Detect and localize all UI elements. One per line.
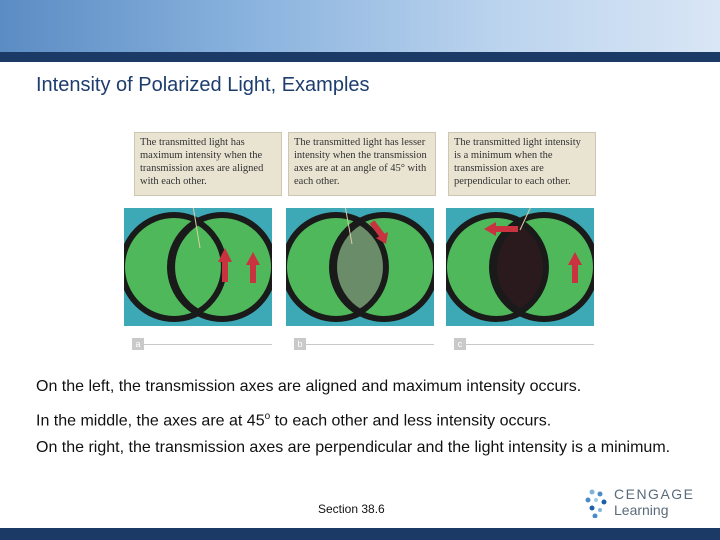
- caption-panel-a: The transmitted light has maximum intensity when the transmission axes are aligned with each other.: [134, 132, 282, 196]
- panel-a-tag: a: [132, 338, 144, 350]
- body-line-left: On the left, the transmission axes are aligned and maximum intensity occurs.: [36, 378, 582, 395]
- panel-b-label-row: [286, 338, 434, 352]
- section-label: Section 38.6: [318, 502, 385, 516]
- body-line-middle-post: to each other and less intensity occurs.: [270, 412, 552, 430]
- body-line-middle: [36, 407, 686, 431]
- logo-text-learning: Learning: [614, 502, 669, 518]
- slide-title: Intensity of Polarized Light, Examples: [36, 74, 370, 96]
- body-line-middle-pre: In the middle, the axes are at 45: [36, 412, 265, 430]
- photo-panel-b: [286, 208, 434, 326]
- header-band: [0, 0, 720, 52]
- cengage-dots-icon: [584, 488, 610, 518]
- logo-text-cengage: CENGAGE: [614, 486, 695, 502]
- panel-c-label-row: [446, 338, 594, 352]
- panel-c-tag: c: [454, 338, 466, 350]
- panel-b-divider: [306, 344, 434, 345]
- panel-a-label-row: [124, 338, 272, 352]
- header-stripe: [0, 52, 720, 62]
- cengage-logo: [584, 486, 694, 520]
- degree-superscript: o: [264, 411, 271, 422]
- footer-stripe: [0, 528, 720, 540]
- panel-c-divider: [466, 344, 594, 345]
- caption-panel-b: The transmitted light has lesser intensity when the transmission axes are at an angle of 45° with each other.: [288, 132, 436, 196]
- panel-b-tag: b: [294, 338, 306, 350]
- caption-panel-c: The transmitted light intensity is a minimum when the transmission axes are perpendicular to each other.: [448, 132, 596, 196]
- panel-a-divider: [144, 344, 272, 345]
- photo-panel-c: [446, 208, 594, 326]
- body-line-right: On the right, the transmission axes are perpendicular and the light intensity is a minimum.: [36, 439, 671, 456]
- polarizer-figure: [122, 128, 602, 354]
- photo-panel-a: [124, 208, 272, 326]
